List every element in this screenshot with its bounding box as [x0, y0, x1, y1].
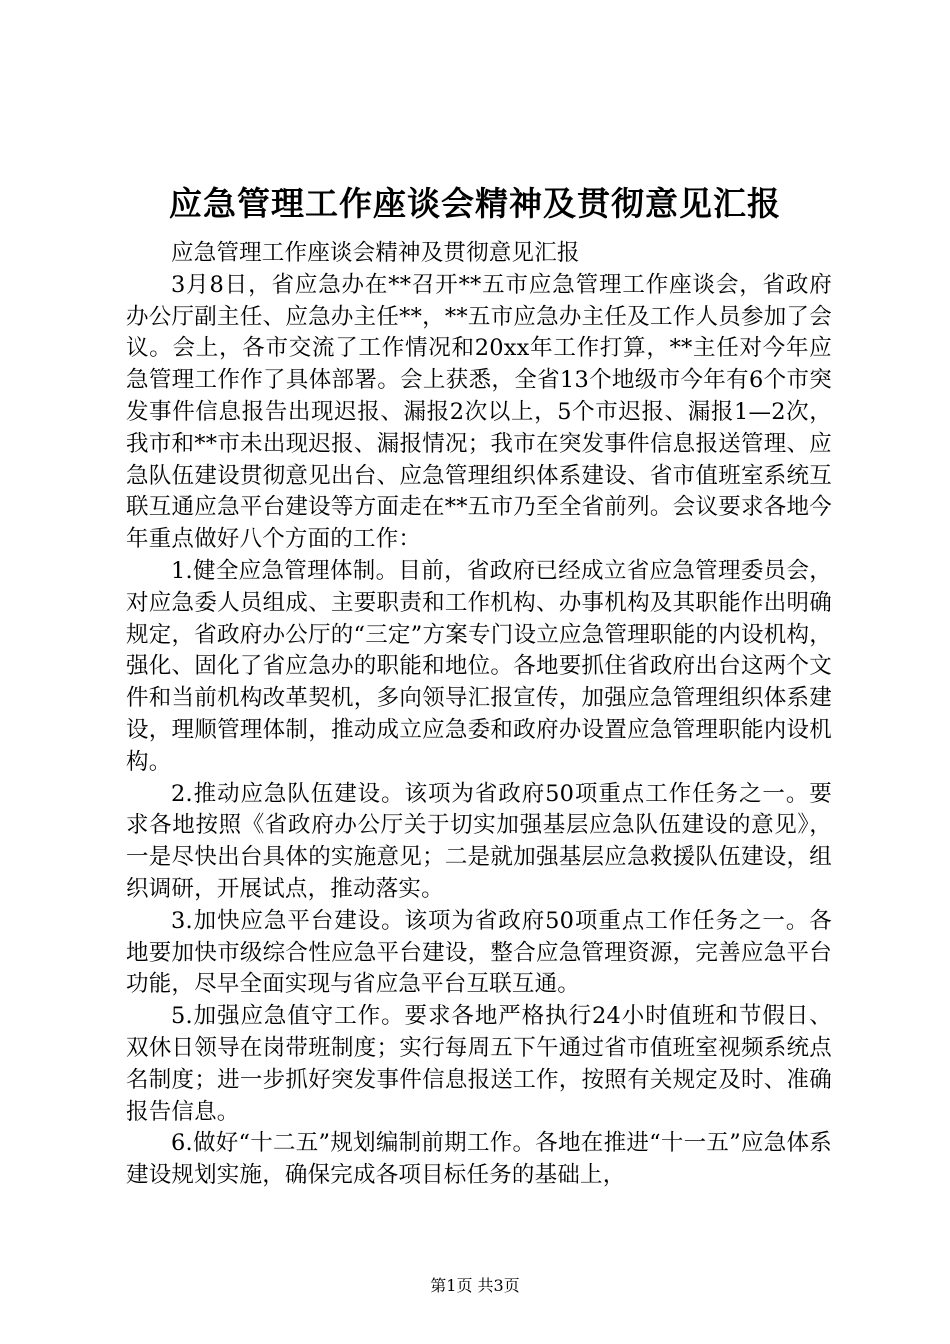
paragraph-intro: 3月8日，省应急办在**召开**五市应急管理工作座谈会，省政府办公厅副主任、应急办主任**，**五市应急办主任及工作人员参加了会议。会上，各市交流了工作情况和20xx年工作打算，**主任对今年应急管理工作作了具体部署。会上获悉，全省13个地级市今年有6个市突发事件信息报告出现迟报、漏报2次以上，5个市迟报、漏报1—2次，我市和**市未出现迟报、漏报情况；我市在突发事件信息报送管理、应急队伍建设贯彻意见出台、应急管理组织体系建设、省市值班室系统互联互通应急平台建设等方面走在**五市乃至全省前列。会议要求各地今年重点做好八个方面的工作： [126, 271, 832, 553]
paragraph-subtitle: 应急管理工作座谈会精神及贯彻意见汇报 [171, 240, 580, 266]
document-body [126, 238, 832, 1192]
paragraph-item-2: 2.推动应急队伍建设。该项为省政府50项重点工作任务之一。要求各地按照《省政府办公厅关于切实加强基层应急队伍建设的意见》，一是尽快出台具体的实施意见；二是就加强基层应急救援队伍建设，组织调研，开展试点，推动落实。 [126, 780, 832, 902]
paragraph-item-6: 6.做好“十二五”规划编制前期工作。各地在推进“十一五”应急体系建设规划实施，确保完成各项目标任务的基础上， [126, 1130, 832, 1189]
paragraph-item-5: 5.加强应急值守工作。要求各地严格执行24小时值班和节假日、双休日领导在岗带班制度；实行每周五下午通过省市值班室视频系统点名制度；进一步抓好突发事件信息报送工作，按照有关规定及时、准确报告信息。 [126, 1003, 832, 1125]
document-title: 应急管理工作座谈会精神及贯彻意见汇报 [169, 184, 781, 223]
page-footer: 第1页 共3页 [430, 1276, 520, 1295]
paragraph-item-1: 1.健全应急管理体制。目前，省政府已经成立省应急管理委员会，对应急委人员组成、主要职责和工作机构、办事机构及其职能作出明确规定，省政府办公厅的“三定”方案专门设立应急管理职能的内设机构，强化、固化了省应急办的职能和地位。各地要抓住省政府出台这两个文件和当前机构改革契机，多向领导汇报宣传，加强应急管理组织体系建设，理顺管理体制，推动成立应急委和政府办设置应急管理职能内设机构。 [126, 557, 832, 775]
paragraph-item-3: 3.加快应急平台建设。该项为省政府50项重点工作任务之一。各地要加快市级综合性应急平台建设，整合应急管理资源，完善应急平台功能，尽早全面实现与省应急平台互联互通。 [126, 907, 832, 998]
